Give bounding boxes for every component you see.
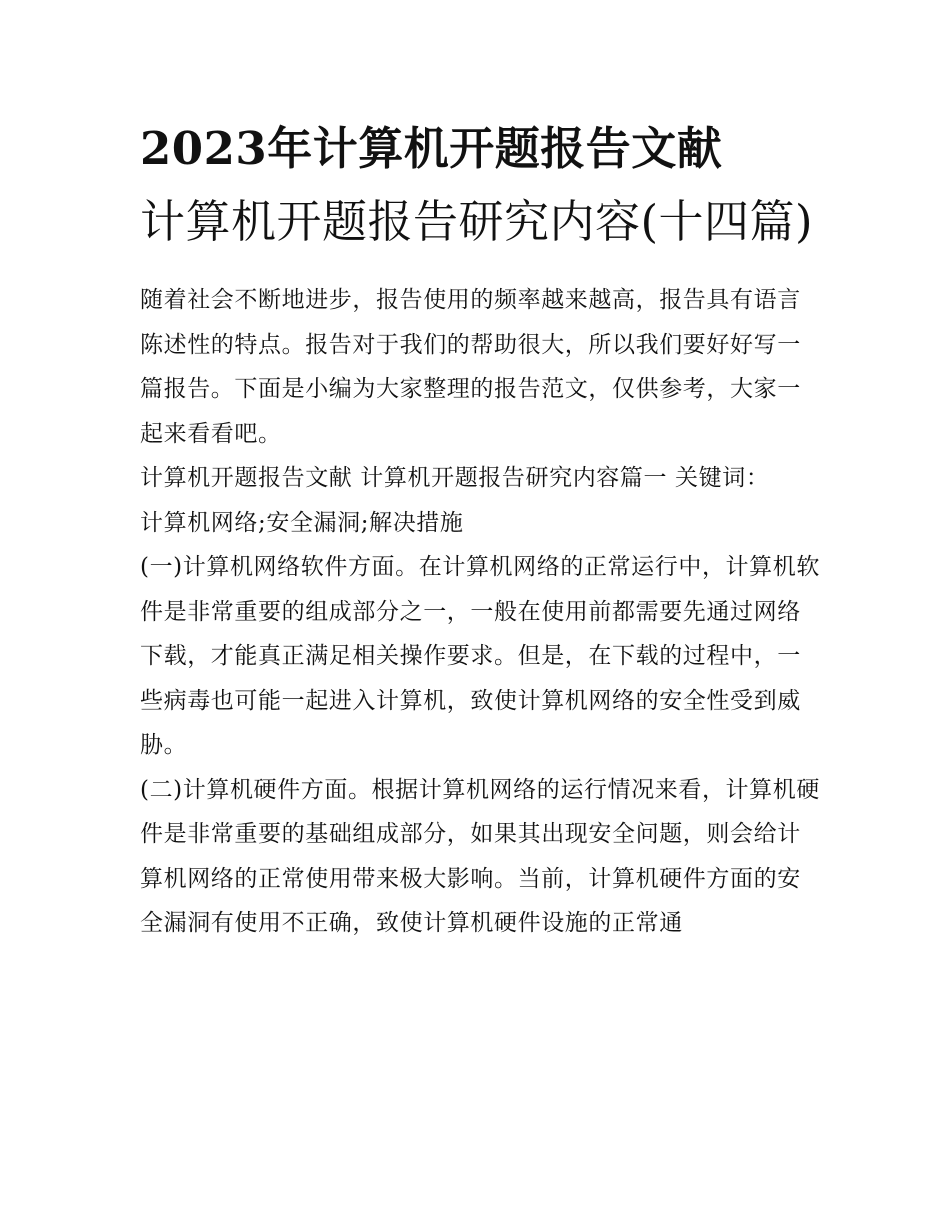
title-line-2: 计算机开题报告研究内容(十四篇) — [140, 195, 814, 248]
software-paragraph: (一)计算机网络软件方面。在计算机网络的正常运行中，计算机软件是非常重要的组成部分之一，一般在使用前都需要先通过网络下载，才能真正满足相关操作要求。但是，在下载的过程中，一些病毒也可能一起进入计算机，致使计算机网络的安全性受到威胁。 — [140, 554, 820, 758]
document-title — [140, 112, 820, 258]
title-line-1: 2023年计算机开题报告文献 — [140, 122, 723, 175]
hardware-paragraph: (二)计算机硬件方面。根据计算机网络的运行情况来看，计算机硬件是非常重要的基础组成部分，如果其出现安全问题，则会给计算机网络的正常使用带来极大影响。当前，计算机硬件方面的安全漏洞有使用不正确，致使计算机硬件设施的正常通 — [140, 776, 820, 936]
keywords-line: 计算机网络;安全漏洞;解决措施 — [140, 509, 464, 536]
section-heading: 计算机开题报告文献 计算机开题报告研究内容篇一 关键词： — [140, 465, 770, 491]
document-page — [140, 112, 820, 946]
intro-paragraph: 随着社会不断地进步，报告使用的频率越来越高，报告具有语言陈述性的特点。报告对于我们的帮助很大，所以我们要好好写一篇报告。下面是小编为大家整理的报告范文，仅供参考，大家一起来看看吧。 — [140, 287, 801, 447]
document-body — [140, 278, 820, 946]
